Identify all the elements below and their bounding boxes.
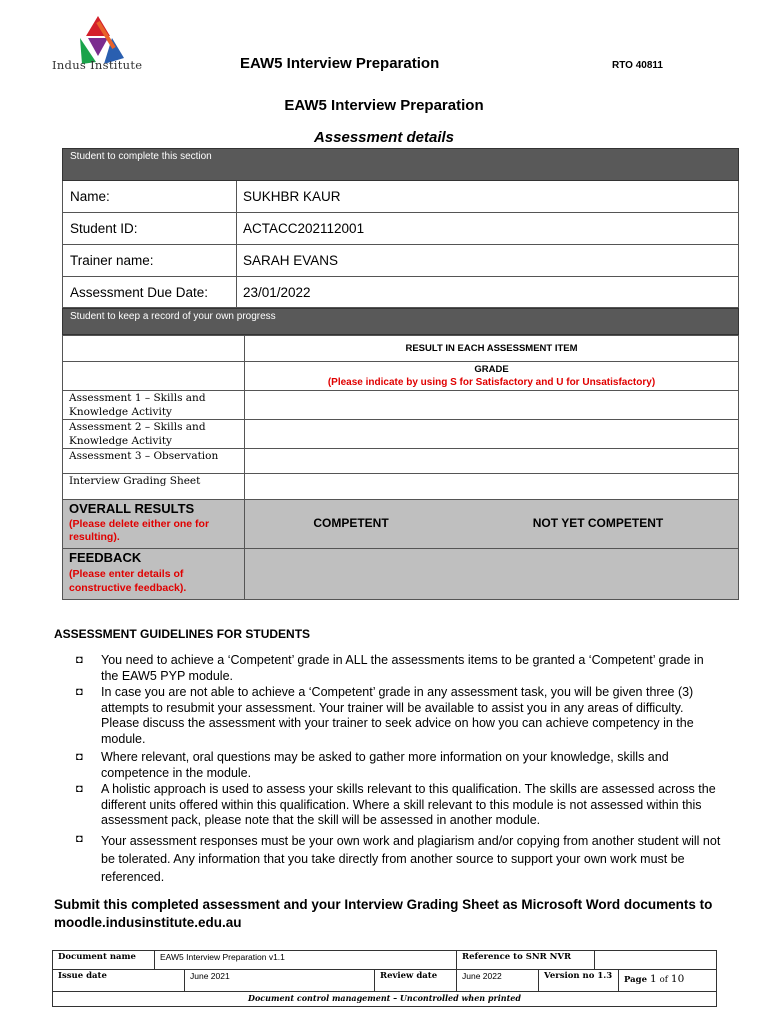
overall-results-label: OVERALL RESULTS [69, 501, 195, 516]
name-value[interactable]: SUKHBR KAUR [243, 189, 341, 204]
bullet-icon: ◘ [76, 686, 83, 698]
guideline-item-4: A holistic approach is used to assess your skills relevant to this qualification. The skills are assessed across the different units offered within this qualification. Where a skill relevant to this module is not assessed within this assessment pack, please note that the skill will be assessed in another module. [101, 782, 716, 827]
grade-header: GRADE [474, 364, 509, 375]
page-of: of [659, 975, 668, 985]
section-bar-progress: Student to keep a record of your own progress [62, 308, 739, 335]
field-label: Student ID: [63, 213, 237, 244]
header-title: EAW5 Interview Preparation [240, 55, 440, 72]
feedback-cell [62, 548, 245, 600]
guideline-item-3: Where relevant, oral questions may be asked to gather more information on your knowledge, skills and competence in the module. [101, 750, 669, 780]
student-id-value[interactable]: ACTACC202112001 [243, 221, 365, 236]
assessment-item-1: Assessment 1 – Skills and Knowledge Activity [62, 390, 245, 420]
footer-issue-label: Issue date [52, 969, 185, 992]
assessment-item-3: Assessment 3 – Observation [62, 448, 245, 474]
result-header: RESULT IN EACH ASSESSMENT ITEM [244, 335, 739, 362]
bullet-icon: ◘ [76, 833, 83, 845]
blank-cell [62, 361, 245, 391]
document-subtitle: Assessment details [313, 129, 455, 146]
submit-instructions: Submit this completed assessment and your Interview Grading Sheet as Microsoft Word documents to moodle.indusinstitute.edu.au [54, 897, 713, 930]
guidelines-title: ASSESSMENT GUIDELINES FOR STUDENTS [54, 627, 311, 641]
blank-cell [62, 335, 245, 362]
footer-review-label: Review date [374, 969, 457, 992]
due-date-value[interactable]: 23/01/2022 [243, 284, 311, 300]
page-number: 1 [650, 973, 657, 985]
logo-text: Indus Institute [52, 58, 143, 72]
field-label: Name: [63, 181, 237, 212]
footer-doc-name: EAW5 Interview Preparation v1.1 [154, 950, 457, 970]
overall-results-options [244, 499, 739, 549]
overall-results-note: (Please delete either one for resulting). [69, 518, 210, 543]
overall-results-cell [62, 499, 245, 549]
grade-input-1[interactable] [244, 390, 739, 420]
feedback-input[interactable] [244, 548, 739, 600]
footer-reference-label: Reference to SNR NVR [456, 950, 595, 970]
footer-page [618, 969, 717, 992]
grade-note: (Please indicate by using S for Satisfactory and U for Unsatisfactory) [327, 377, 656, 388]
field-row-trainer [62, 245, 739, 277]
guideline-item-5: Your assessment responses must be your own work and plagiarism and/or copying from another student will not be tolerated. Any information that you take directly from another source to support your own work must be referenced. [101, 834, 721, 884]
rto-number: RTO 40811 [612, 60, 663, 71]
page-total: 10 [670, 973, 685, 985]
guideline-item-2: In case you are not able to achieve a ‘Competent’ grade in any assessment task, you will be given three (3) attempts to resubmit your assessment. Your trainer will be available to assist you in any areas of difficulty. Please discuss the assessment with your trainer to seek advice on how you can achieve competency in the module. [101, 685, 694, 746]
field-row-due-date [62, 277, 739, 308]
bullet-icon: ◘ [76, 654, 83, 666]
grade-input-2[interactable] [244, 419, 739, 449]
feedback-label: FEEDBACK [69, 550, 142, 565]
grade-input-3[interactable] [244, 448, 739, 474]
field-row-name [62, 181, 739, 213]
feedback-note: (Please enter details of constructive feedback). [69, 568, 187, 594]
bullet-icon: ◘ [76, 783, 83, 795]
field-row-student-id [62, 213, 739, 245]
footer-reference-value [594, 950, 717, 970]
footer-issue-date: June 2021 [184, 969, 375, 992]
assessment-item-4: Interview Grading Sheet [62, 473, 245, 500]
grade-header-cell [244, 361, 739, 391]
page-label: Page [624, 975, 648, 985]
bullet-icon: ◘ [76, 751, 83, 763]
not-yet-competent-option[interactable]: NOT YET COMPETENT [532, 516, 664, 530]
assessment-item-2: Assessment 2 – Skills and Knowledge Activity [62, 419, 245, 449]
section-bar-student: Student to complete this section [62, 148, 739, 181]
guideline-item-1: You need to achieve a ‘Competent’ grade in ALL the assessments items to be granted a ‘Competent’ grade in the EAW5 PYP module. [101, 653, 704, 683]
trainer-value[interactable]: SARAH EVANS [243, 253, 339, 268]
footer-review-date: June 2022 [456, 969, 539, 992]
field-label: Trainer name: [63, 245, 237, 276]
footer-control-note: Document control management – Uncontrolled when printed [52, 991, 717, 1007]
grade-input-4[interactable] [244, 473, 739, 500]
document-title: EAW5 Interview Preparation [284, 97, 484, 114]
footer-version: Version no 1.3 [538, 969, 619, 992]
footer-doc-name-label: Document name [52, 950, 155, 970]
field-label: Assessment Due Date: [63, 277, 237, 307]
competent-option[interactable]: COMPETENT [313, 516, 389, 530]
